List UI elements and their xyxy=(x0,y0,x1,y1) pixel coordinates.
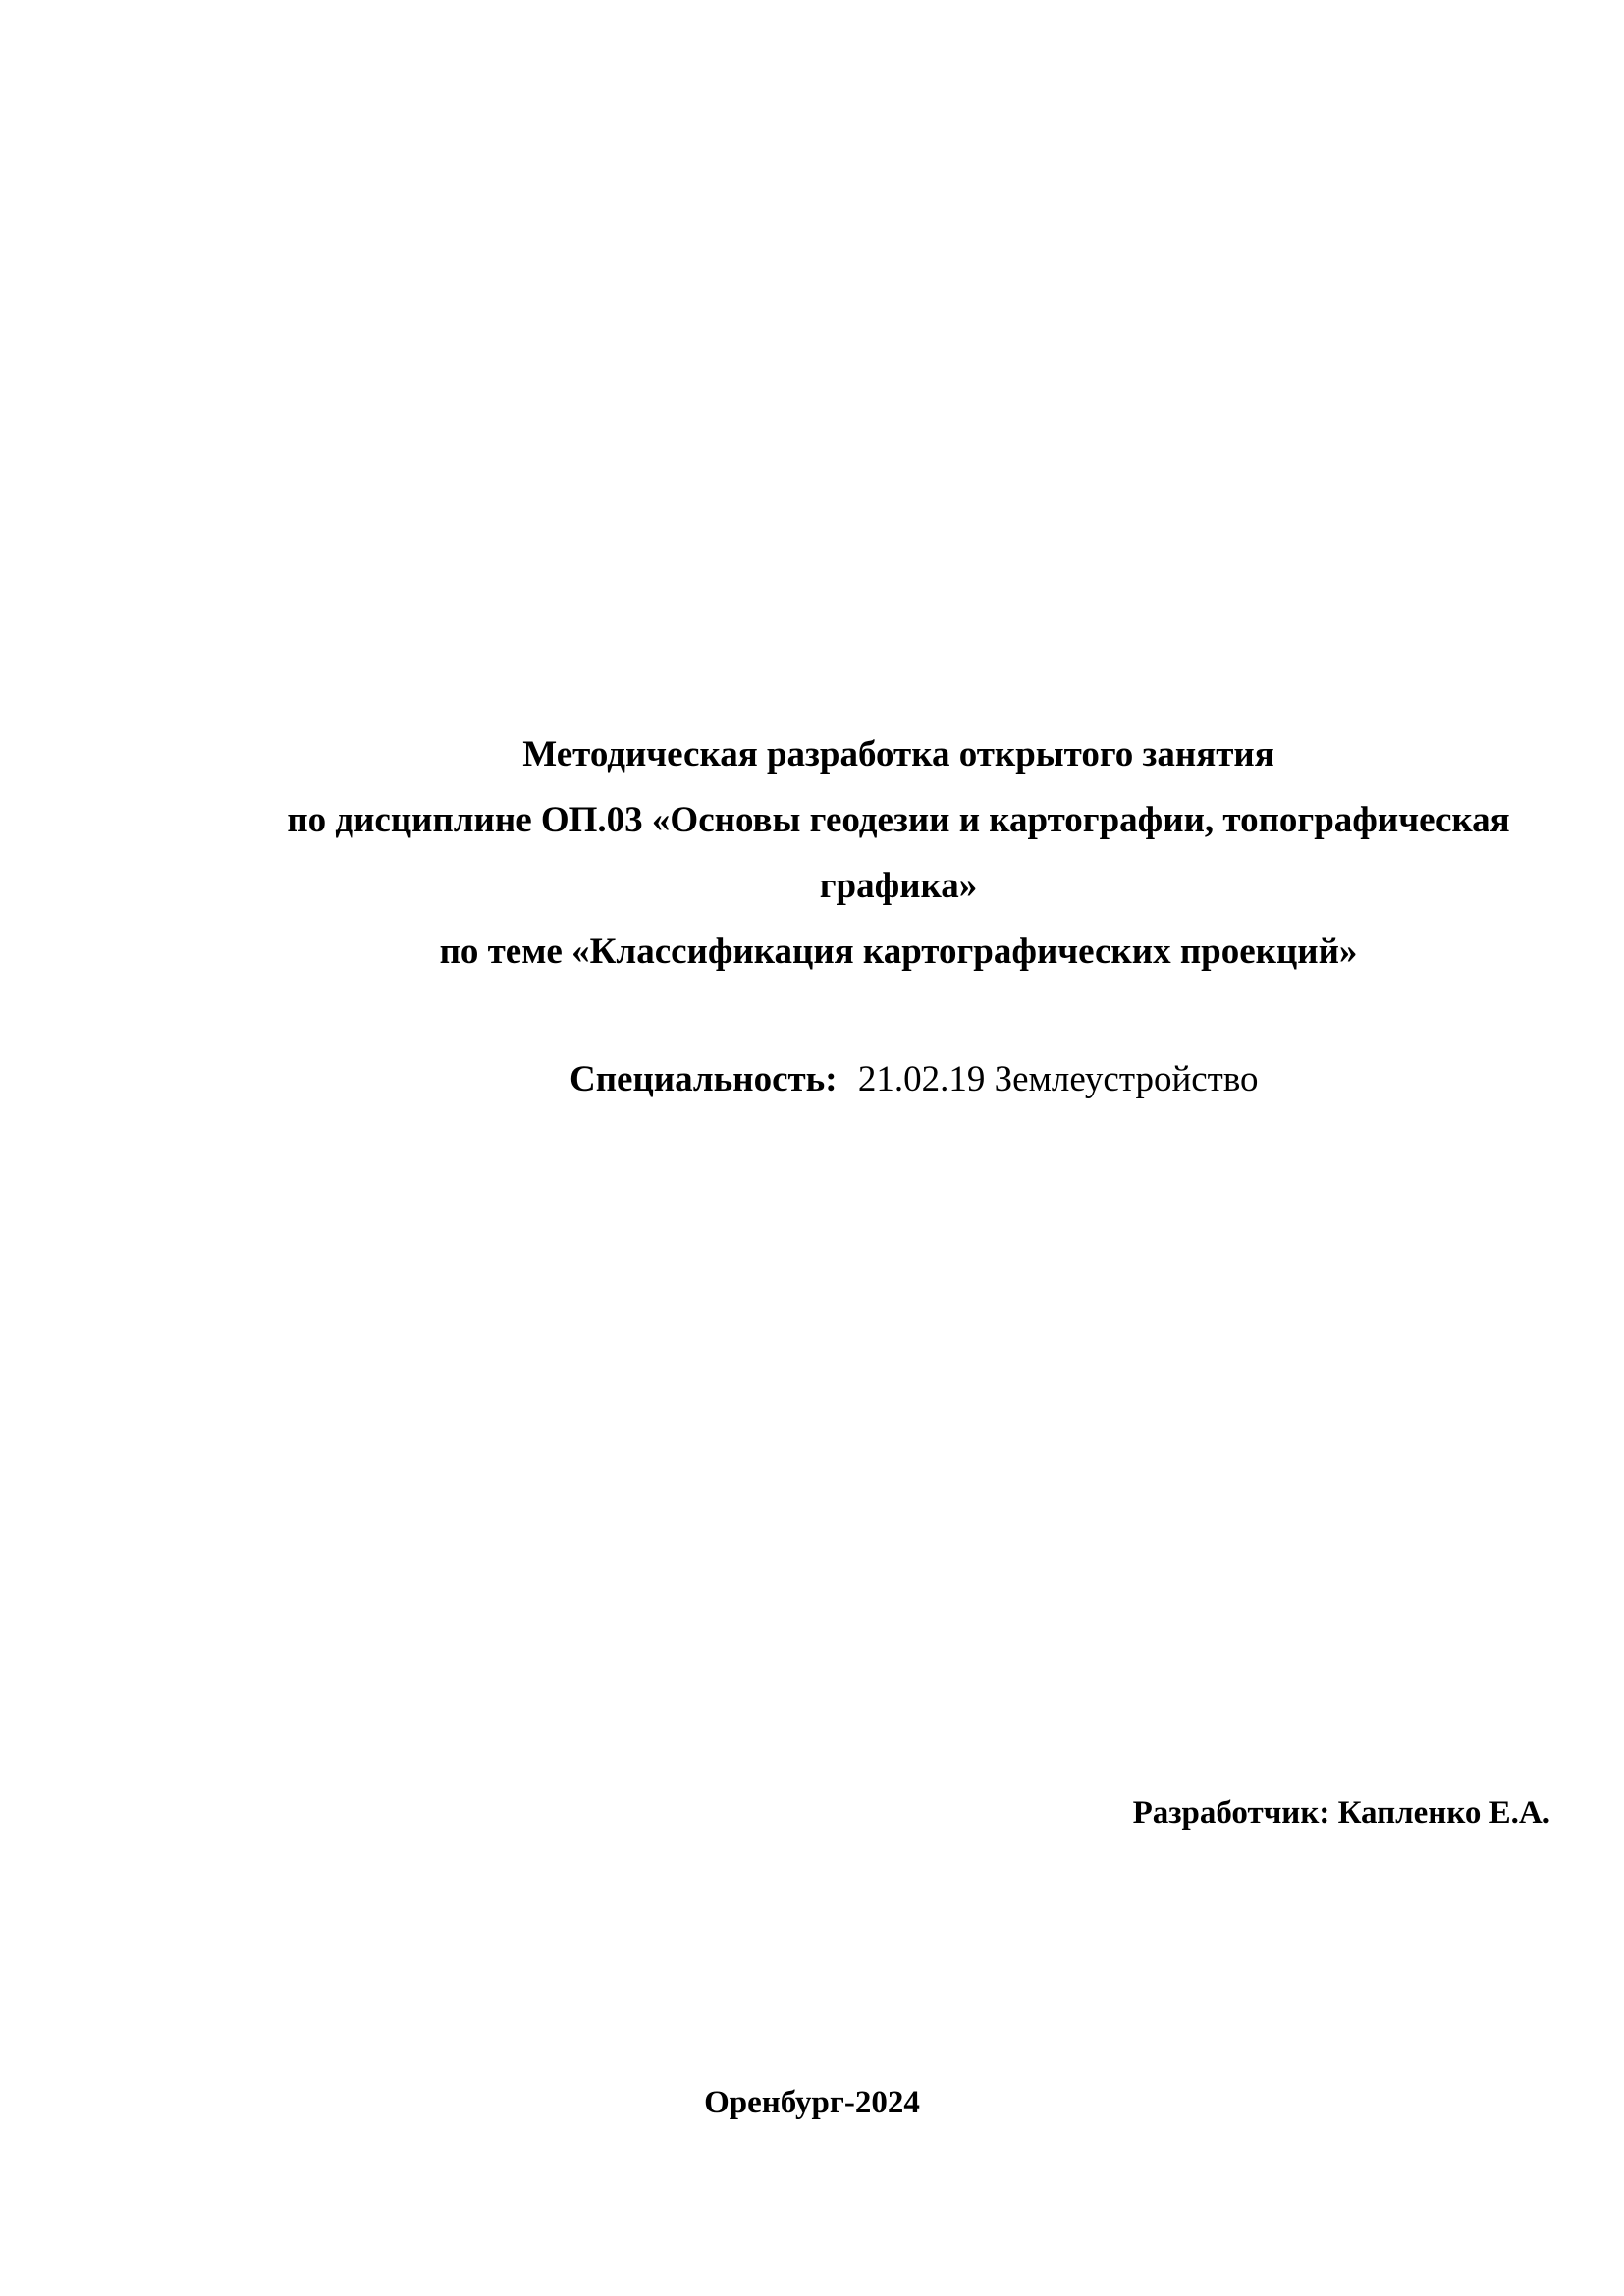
document-title xyxy=(226,721,1571,985)
specialty-line xyxy=(569,1055,1259,1104)
title-line-4: по теме «Классификация картографических проекций» xyxy=(439,932,1358,972)
specialty-value: 21.02.19 Землеустройство xyxy=(857,1059,1259,1099)
specialty-label: Специальность: xyxy=(569,1059,838,1099)
title-line-1: Методическая разработка открытого занятия xyxy=(522,734,1274,774)
city-year: Оренбург-2024 xyxy=(704,2085,920,2120)
title-line-3: графика» xyxy=(819,866,978,906)
developer-credit: Разработчик: Капленко Е.А. xyxy=(1132,1795,1550,1831)
title-line-2: по дисциплине ОП.03 «Основы геодезии и картографии, топографическая xyxy=(287,800,1510,840)
